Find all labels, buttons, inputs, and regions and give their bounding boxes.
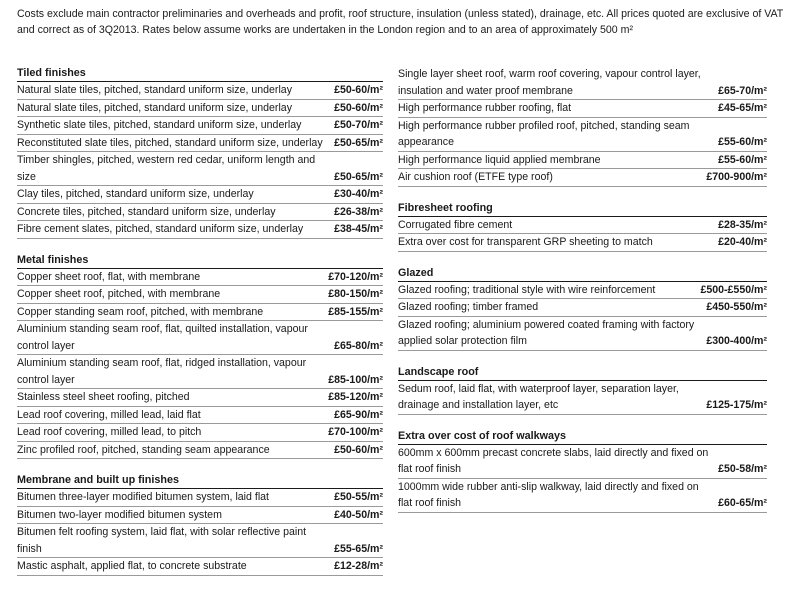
table-row [17, 135, 383, 153]
item-price: £500-£550/m² [700, 283, 767, 296]
item-price: £38-45/m² [334, 223, 383, 235]
item-price: £40-50/m² [334, 508, 383, 521]
item-description: Copper sheet roof, pitched, with membrane [17, 288, 221, 300]
item-description: High performance rubber profiled roof, pitched, standing seam appearance [398, 119, 690, 148]
item-price: £50-60/m² [334, 84, 383, 96]
intro-text: Costs exclude main contractor preliminaries and overheads and profit, roof structure, insulation (unless stated), drainage, etc. All prices quoted are exclusive of VAT and correct as of 3Q2013. Rates below assume works are undertaken in the London region and to an area of approximately 500 m² [17, 8, 784, 36]
section-glazed [398, 266, 767, 351]
table-row [17, 186, 383, 204]
item-description: Lead roof covering, milled lead, to pitch [17, 426, 202, 438]
item-description: Timber shingles, pitched, western red cedar, uniform length and size [17, 154, 316, 183]
table-row [398, 217, 767, 235]
item-price: £50-65/m² [334, 136, 383, 149]
item-description: Natural slate tiles, pitched, standard uniform size, underlay [17, 101, 292, 114]
item-price: £125-175/m² [706, 399, 767, 411]
item-price: £70-120/m² [328, 270, 383, 283]
item-price: £65-70/m² [718, 84, 767, 97]
item-description: Glazed roofing; timber framed [398, 301, 539, 313]
table-row [17, 304, 383, 322]
section-extra-over-cost-of-roof-walkways [398, 429, 767, 513]
item-description: Bitumen two-layer modified bitumen system [17, 508, 222, 521]
table-row [398, 66, 767, 100]
item-price: £65-80/m² [334, 339, 383, 352]
item-price: £85-155/m² [328, 305, 383, 318]
item-description: Air cushion roof (ETFE type roof) [398, 171, 553, 183]
item-price: £55-60/m² [718, 136, 767, 148]
table-row [17, 442, 383, 460]
table-row [398, 152, 767, 170]
item-description: High performance rubber roofing, flat [398, 102, 572, 114]
item-price: £60-65/m² [718, 497, 767, 509]
item-description: Stainless steel sheet roofing, pitched [17, 391, 190, 403]
item-description: High performance liquid applied membrane [398, 153, 601, 166]
item-price: £85-120/m² [328, 391, 383, 403]
section-tiled-finishes [17, 66, 383, 239]
item-description: Glazed roofing; aluminium powered coated framing with factory applied solar protection film [398, 318, 695, 347]
item-price: £20-40/m² [718, 236, 767, 248]
item-description: Synthetic slate tiles, pitched, standard uniform size, underlay [17, 119, 302, 131]
section-membrane-and-built-up-finishes [17, 473, 383, 576]
table-row [398, 445, 767, 479]
table-row [17, 204, 383, 222]
item-price: £85-100/m² [328, 373, 383, 386]
item-price: £55-65/m² [334, 542, 383, 555]
item-price: £55-60/m² [718, 153, 767, 166]
table-row [398, 317, 767, 351]
table-row [17, 269, 383, 287]
item-price: £30-40/m² [334, 188, 383, 200]
item-description: Natural slate tiles, pitched, standard uniform size, underlay [17, 84, 292, 96]
item-price: £28-35/m² [718, 218, 767, 231]
table-row [17, 82, 383, 100]
section-title: Glazed [398, 266, 767, 282]
item-price: £50-58/m² [718, 463, 767, 475]
table-row [17, 152, 383, 186]
section-landscape-roof [398, 365, 767, 415]
item-description: Reconstituted slate tiles, pitched, standard uniform size, underlay [17, 136, 323, 149]
table-row [17, 389, 383, 407]
item-description: Fibre cement slates, pitched, standard uniform size, underlay [17, 223, 304, 235]
table-row [17, 286, 383, 304]
item-price: £450-550/m² [706, 301, 767, 313]
section-fibresheet-roofing [398, 201, 767, 252]
item-description: Bitumen three-layer modified bitumen system, laid flat [17, 491, 270, 503]
item-price: £80-150/m² [328, 288, 383, 300]
table-row [17, 221, 383, 239]
table-row [398, 169, 767, 187]
table-row [17, 507, 383, 525]
table-row [17, 489, 383, 507]
item-price: £26-38/m² [334, 205, 383, 218]
section-title: Landscape roof [398, 365, 767, 381]
item-description: Sedum roof, laid flat, with waterproof layer, separation layer, drainage and installation layer, etc [398, 382, 679, 411]
table-row [398, 118, 767, 152]
item-price: £50-60/m² [334, 101, 383, 114]
section-continued [398, 66, 767, 187]
table-row [398, 100, 767, 118]
right-column [398, 66, 767, 527]
section-title: Extra over cost of roof walkways [398, 429, 767, 445]
section-title: Metal finishes [17, 253, 383, 269]
item-description: 600mm x 600mm precast concrete slabs, laid directly and fixed on flat roof finish [398, 446, 709, 475]
item-description: Single layer sheet roof, warm roof covering, vapour control layer, insulation and water proof membrane [398, 68, 701, 97]
item-description: Aluminium standing seam roof, flat, quilted installation, vapour control layer [17, 323, 308, 352]
item-price: £700-900/m² [706, 171, 767, 183]
table-row [17, 407, 383, 425]
table-row [398, 282, 767, 300]
left-column [17, 66, 383, 590]
section-metal-finishes [17, 253, 383, 460]
table-row [398, 381, 767, 415]
item-description: 1000mm wide rubber anti-slip walkway, laid directly and fixed on flat roof finish [398, 480, 699, 509]
item-price: £50-60/m² [334, 443, 383, 456]
item-description: Corrugated fibre cement [398, 218, 513, 231]
item-description: Glazed roofing; traditional style with wire reinforcement [398, 283, 656, 296]
item-description: Copper standing seam roof, pitched, with membrane [17, 305, 264, 318]
item-description: Extra over cost for transparent GRP sheeting to match [398, 236, 653, 248]
table-row [17, 524, 383, 558]
item-description: Bitumen felt roofing system, laid flat, with solar reflective paint finish [17, 526, 307, 555]
item-price: £45-65/m² [718, 102, 767, 114]
item-price: £50-65/m² [334, 170, 383, 183]
section-title: Tiled finishes [17, 66, 383, 82]
item-price: £70-100/m² [328, 426, 383, 438]
table-row [17, 100, 383, 118]
item-price: £65-90/m² [334, 408, 383, 421]
item-price: £50-70/m² [334, 119, 383, 131]
item-price: £50-55/m² [334, 491, 383, 503]
table-row [398, 299, 767, 317]
item-price: £12-28/m² [334, 560, 383, 572]
table-row [17, 355, 383, 389]
table-row [17, 117, 383, 135]
item-price: £300-400/m² [706, 335, 767, 347]
item-description: Lead roof covering, milled lead, laid flat [17, 408, 201, 421]
table-row [17, 424, 383, 442]
item-description: Zinc profiled roof, pitched, standing seam appearance [17, 443, 270, 456]
item-description: Aluminium standing seam roof, flat, ridged installation, vapour control layer [17, 357, 307, 386]
table-row [398, 479, 767, 513]
table-row [17, 321, 383, 355]
section-title: Fibresheet roofing [398, 201, 767, 217]
item-description: Copper sheet roof, flat, with membrane [17, 270, 201, 283]
table-row [398, 234, 767, 252]
item-description: Clay tiles, pitched, standard uniform size, underlay [17, 188, 254, 200]
item-description: Concrete tiles, pitched, standard uniform size, underlay [17, 205, 276, 218]
table-row [17, 558, 383, 576]
item-description: Mastic asphalt, applied flat, to concrete substrate [17, 560, 247, 572]
section-title: Membrane and built up finishes [17, 473, 383, 489]
